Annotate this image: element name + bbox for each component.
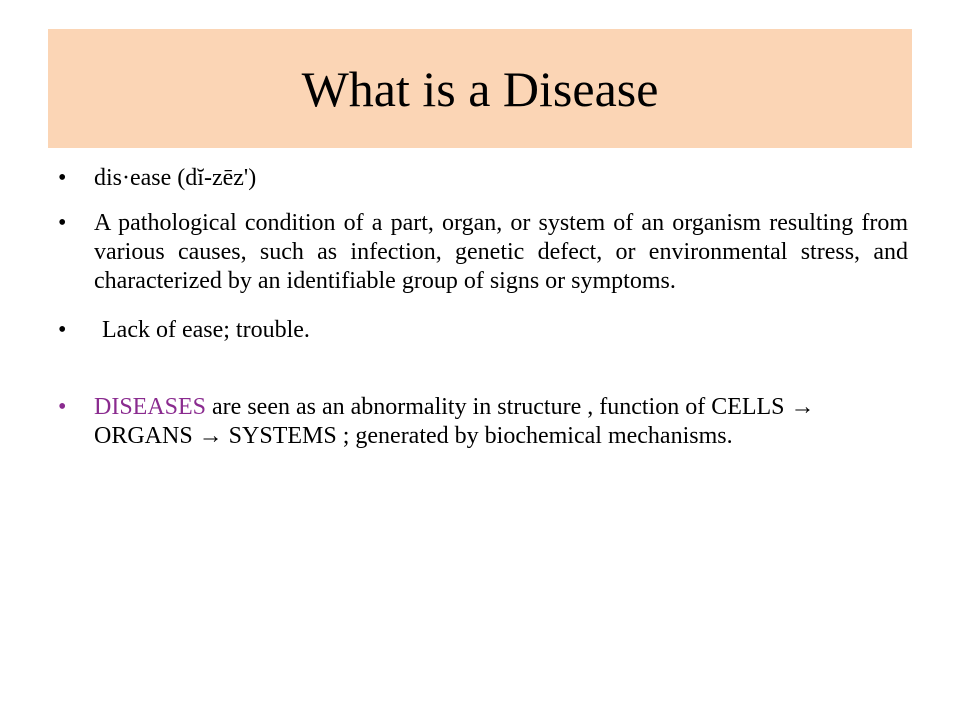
bullet-diseases [58,393,908,451]
bullet-dot-icon: • [58,210,67,236]
bullet-list [58,164,908,451]
bullet-pronunciation [58,164,908,193]
bullet-dot-icon: • [58,317,67,343]
bullet-text: A pathological condition of a part, organ, or system of an organism resulting from various causes, such as infection, genetic defect, or environmental stress, and characterized by an identifiable group of signs or symptoms. [94,210,908,294]
bullet-text: dis·ease (dĭ-zēz') [94,165,257,191]
slide-title: What is a Disease [301,60,659,117]
diseases-highlight: DISEASES [94,394,207,420]
bullet-dot-icon: • [58,394,67,420]
bullet-text: Lack of ease; trouble. [102,317,310,343]
bullet-text-rest: are seen as an abnormality in structure , function of CELLS → ORGANS → SYSTEMS ; generated by biochemical mechanisms. [94,394,815,449]
title-band [48,29,912,148]
bullet-text [94,394,815,449]
bullet-lack-of-ease [58,316,908,345]
bullet-definition [58,209,908,296]
bullet-dot-icon: • [58,165,67,191]
